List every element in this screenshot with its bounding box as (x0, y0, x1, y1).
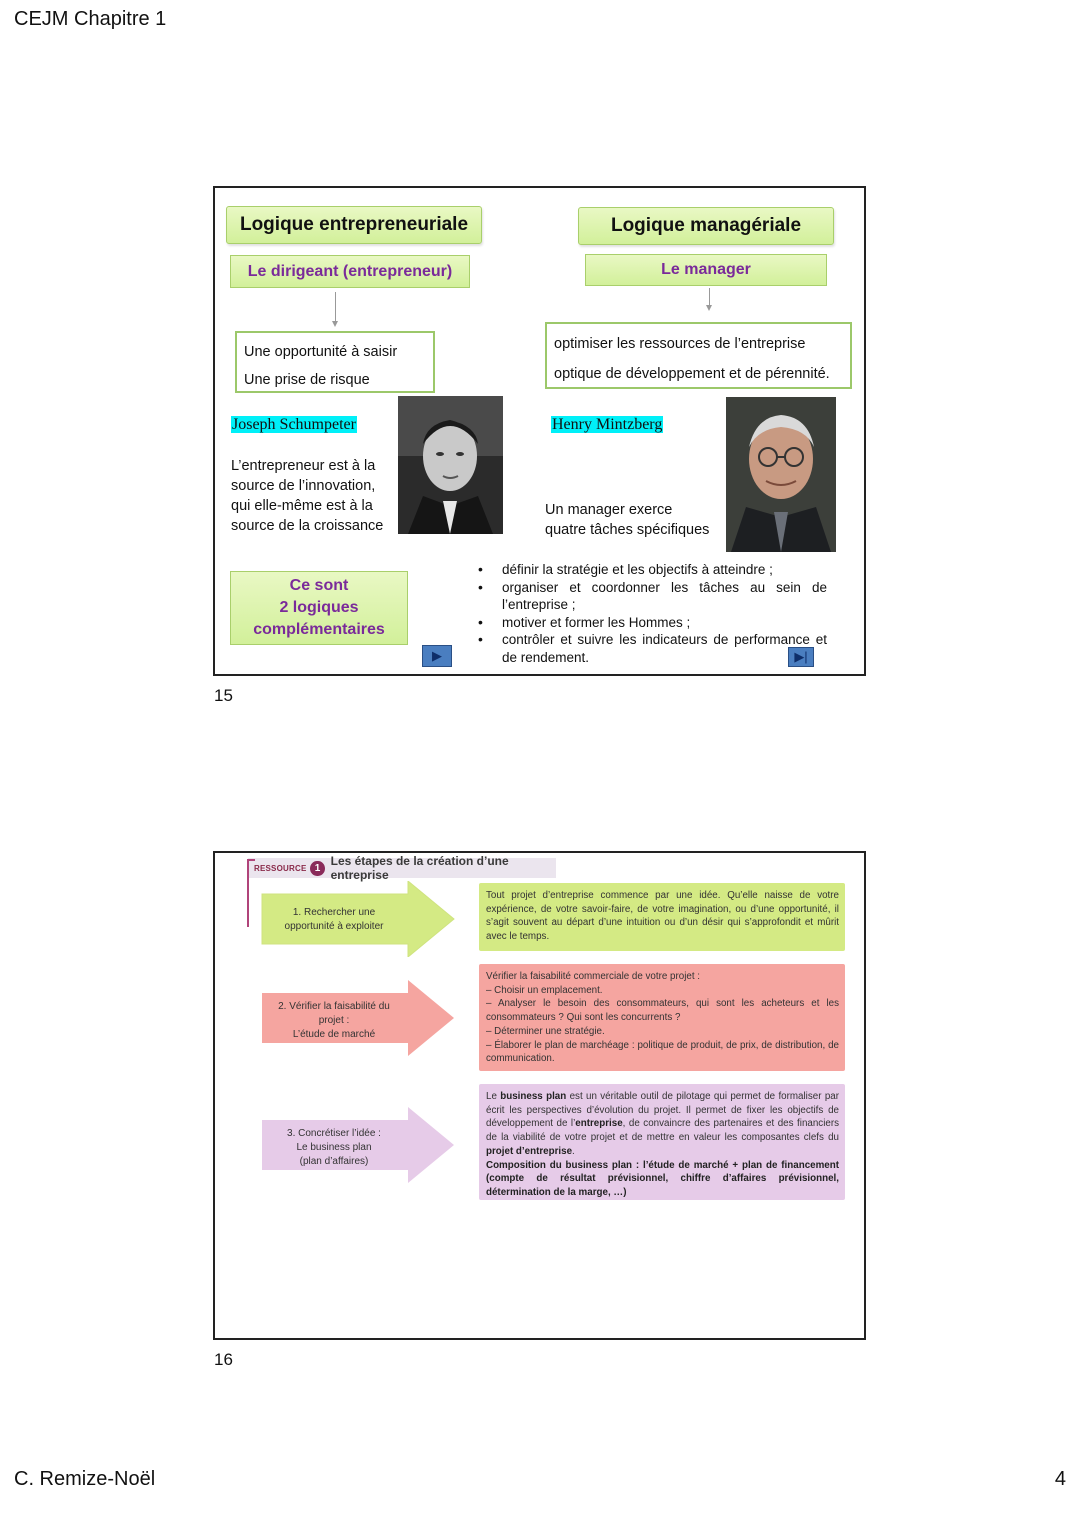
text-run-bold: business plan (500, 1091, 567, 1102)
goal-item: optimiser les ressources de l’entreprise (554, 336, 806, 352)
step-label-line: opportunité à exploiter (284, 921, 384, 932)
conclusion-box (230, 571, 408, 645)
step-label-line: 1. Rechercher une (292, 907, 376, 918)
arrow-down-icon (335, 292, 336, 322)
intro-line: Un manager exerce (545, 502, 673, 518)
box-line: – Élaborer le plan de marchéage : politique de produit, de prix, de distribution, de communication. (486, 1039, 839, 1065)
info-box-market-study (479, 964, 845, 1071)
title-logique-manageriale: Logique managériale (578, 207, 834, 245)
page-title: CEJM Chapitre 1 (14, 8, 167, 30)
ressource-title: Les étapes de la création d’une entreprise (330, 854, 509, 882)
play-button[interactable]: ▶ (422, 645, 452, 667)
step-2-label (268, 1000, 400, 1042)
conclusion-line: complémentaires (253, 621, 385, 638)
quote-line: source de l’innovation, (231, 478, 376, 494)
step-label-line: projet : (318, 1015, 350, 1026)
person-schumpeter: Joseph Schumpeter (232, 416, 356, 433)
footer-author: C. Remize-Noël (14, 1468, 156, 1490)
info-box-business-plan (479, 1084, 845, 1200)
goal-item: optique de développement et de pérennité. (554, 366, 830, 382)
mintzberg-intro (545, 500, 725, 540)
box-line: – Analyser le besoin des consommateurs, qui sont les acheteurs et les consommateurs ? Qui sont les concurrents ? (486, 998, 839, 1024)
step-label-line: 2. Vérifier la faisabilité du (278, 1001, 390, 1012)
ressource-accent-corner (247, 859, 255, 861)
opportunity-box (235, 331, 435, 393)
quote-line: L’entrepreneur est à la (231, 458, 376, 474)
ressource-number: 1 (310, 861, 324, 876)
intro-line: quatre tâches spécifiques (545, 522, 710, 538)
end-button[interactable]: ▶| (788, 647, 814, 667)
box-line: – Choisir un emplacement. (486, 984, 603, 996)
text-run: est un véritable outil de pilotage qui permet de formaliser par écrit les perspectives d’évolution du projet. Il permet de fixer les objectifs de développement de l’ (486, 1091, 839, 1130)
business-plan-composition: Composition du business plan : l’étude de marché + plan de financement (compte de résultat prévisionnel, chiffre d’affaires prévisionnel, détermination de la marge, …) (486, 1159, 839, 1198)
risk-item: Une prise de risque (244, 372, 370, 388)
slide-15 (213, 186, 866, 676)
subtitle-dirigeant: Le dirigeant (entrepreneur) (230, 255, 470, 288)
business-plan-paragraph (486, 1090, 839, 1159)
arrow-down-icon (709, 288, 710, 306)
mintzberg-portrait (726, 397, 836, 552)
schumpeter-portrait (398, 396, 503, 534)
quote-line: qui elle-même est à la (231, 498, 373, 514)
text-run: Le (486, 1091, 501, 1102)
ressource-header (248, 854, 556, 882)
opportunity-item: Une opportunité à saisir (244, 344, 398, 360)
text-run-bold: projet d’entreprise (486, 1145, 573, 1157)
list-item: • motiver et former les Hommes ; (478, 614, 827, 632)
schumpeter-quote (231, 456, 401, 536)
step-label-line: (plan d’affaires) (299, 1156, 369, 1167)
slide-number: 15 (214, 686, 233, 705)
conclusion-line: Ce sont (289, 577, 349, 594)
subtitle-manager: Le manager (585, 254, 827, 286)
text-run: , de convaincre des partenaires et des financiers de la viabilité de votre projet et de mettre en valeur les composantes clefs du (486, 1118, 839, 1144)
manager-goals-box (545, 322, 852, 389)
quote-line: source de la croissance (231, 518, 384, 534)
text-run-bold: entreprise (575, 1118, 623, 1130)
slide-16 (213, 851, 866, 1340)
manager-tasks-list (478, 561, 827, 666)
box-intro: Vérifier la faisabilité commerciale de votre projet : (486, 971, 700, 982)
conclusion-line: 2 logiques (279, 599, 359, 616)
step-3-label (268, 1127, 400, 1169)
list-item: • contrôler et suivre les indicateurs de performance et de rendement. (478, 631, 827, 666)
step-1-label (268, 906, 400, 934)
ressource-tag: RESSOURCE (254, 863, 307, 873)
person-mintzberg: Henry Mintzberg (552, 416, 663, 433)
box-line: – Déterminer une stratégie. (486, 1025, 605, 1037)
step-label-line: 3. Concrétiser l’idée : (287, 1128, 381, 1139)
list-item: • définir la stratégie et les objectifs à atteindre ; (478, 561, 827, 579)
text-run: . (572, 1145, 575, 1157)
step-label-line: L’étude de marché (292, 1029, 376, 1040)
ressource-accent-bar (247, 859, 249, 927)
info-box-idea: Tout projet d’entreprise commence par une idée. Qu’elle naisse de votre expérience, de votre savoir-faire, de votre imagination, ou d’une opportunité, il s’agit souvent au départ d’une intuition ou d’un désir qui s’approfondit et mûrit avec le temps. (479, 883, 845, 951)
list-item: • organiser et coordonner les tâches au sein de l’entreprise ; (478, 579, 827, 614)
title-logique-entrepreneuriale: Logique entrepreneuriale (226, 206, 482, 244)
footer-page-number: 4 (1054, 1468, 1066, 1490)
slide-number: 16 (214, 1350, 233, 1369)
step-label-line: Le business plan (296, 1142, 372, 1153)
